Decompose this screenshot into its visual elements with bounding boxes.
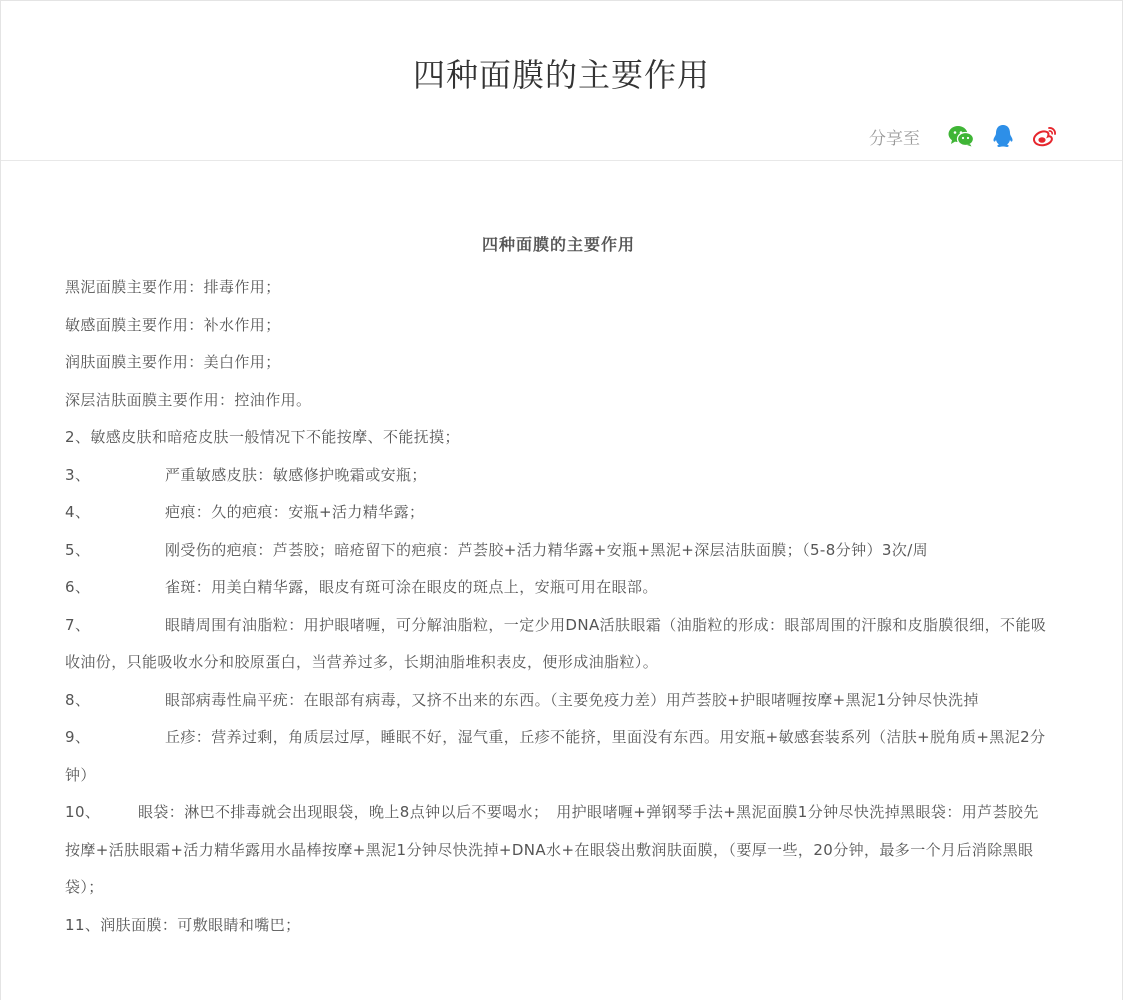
share-label: 分享至 — [869, 128, 920, 149]
qq-icon[interactable] — [988, 121, 1018, 151]
paragraph-text: 疤痕：久的疤痕：安瓶+活力精华露； — [165, 503, 425, 521]
paragraph-text: 刚受伤的疤痕：芦荟胶；暗疮留下的疤痕：芦荟胶+活力精华露+安瓶+黑泥+深层洁肤面膜；（5-8分钟）3次/周 — [165, 540, 929, 559]
paragraph-text: 2、敏感皮肤和暗疮皮肤一般情况下不能按摩、不能抚摸； — [65, 428, 460, 446]
item-number: 4、 — [65, 503, 91, 521]
weibo-icon[interactable] — [1030, 121, 1060, 151]
paragraph-text: 敏感面膜主要作用：补水作用； — [65, 315, 281, 334]
wechat-icon[interactable] — [946, 121, 976, 151]
paragraph — [65, 382, 1052, 420]
item-number: 5、 — [65, 540, 91, 559]
paragraph — [65, 719, 1052, 794]
paragraph — [65, 607, 1052, 682]
item-number: 6、 — [65, 578, 91, 596]
paragraph — [65, 457, 1052, 495]
item-number: 7、 — [65, 615, 91, 634]
paragraph — [65, 344, 1052, 382]
paragraph-text: 眼袋：淋巴不排毒就会出现眼袋，晚上8点钟以后不要喝水； 用护眼啫喱+弹钢琴手法+黑泥面膜1分钟尽快洗掉黑眼袋：用芦荟胶先按摩+活肤眼霜+活力精华露用水晶棒按摩+黑泥1分钟尽快洗掉+DNA水+在眼袋出敷润肤面膜，（要厚一些，20分钟，最多一个月后消除黑眼袋）； — [65, 803, 1039, 896]
paragraph-text: 雀斑：用美白精华露，眼皮有斑可涂在眼皮的斑点上，安瓶可用在眼部。 — [165, 578, 658, 596]
article-header — [1, 1, 1122, 161]
paragraph-text: 眼睛周围有油脂粒：用护眼啫喱，可分解油脂粒，一定少用DNA活肤眼霜（油脂粒的形成：眼部周围的汗腺和皮脂膜很细，不能吸收油份，只能吸收水分和胶原蛋白，当营养过多，长期油脂堆积表皮，便形成油脂粒）。 — [65, 615, 1047, 671]
item-number: 10、 — [65, 803, 101, 821]
paragraph — [65, 907, 1052, 945]
article-body — [65, 233, 1052, 944]
share-bar — [869, 119, 1060, 153]
paragraph — [65, 494, 1052, 532]
paragraph-text: 眼部病毒性扁平疣：在眼部有病毒，又挤不出来的东西。（主要免疫力差）用芦荟胶+护眼啫喱按摩+黑泥1分钟尽快洗掉 — [165, 690, 979, 709]
article-title: 四种面膜的主要作用 — [481, 235, 635, 254]
item-number: 3、 — [65, 465, 91, 484]
paragraph-text: 11、润肤面膜：可敷眼睛和嘴巴； — [65, 915, 301, 934]
page-title: 四种面膜的主要作用 — [412, 56, 710, 94]
paragraph-text: 严重敏感皮肤：敏感修护晚霜或安瓶； — [165, 465, 427, 484]
paragraph — [65, 532, 1052, 570]
paragraph — [65, 794, 1052, 907]
item-number: 9、 — [65, 728, 91, 746]
paragraph — [65, 307, 1052, 345]
paragraph-text: 丘疹：营养过剩，角质层过厚，睡眠不好，湿气重，丘疹不能挤，里面没有东西。用安瓶+敏感套装系列（洁肤+脱角质+黑泥2分钟） — [65, 728, 1046, 784]
paragraph-text: 深层洁肤面膜主要作用：控油作用。 — [65, 390, 312, 409]
paragraph — [65, 419, 1052, 457]
paragraph — [65, 269, 1052, 307]
paragraph — [65, 682, 1052, 720]
paragraph-text: 黑泥面膜主要作用：排毒作用； — [65, 278, 281, 296]
item-number: 8、 — [65, 690, 91, 709]
paragraph-text: 润肤面膜主要作用：美白作用； — [65, 353, 281, 371]
paragraph — [65, 569, 1052, 607]
